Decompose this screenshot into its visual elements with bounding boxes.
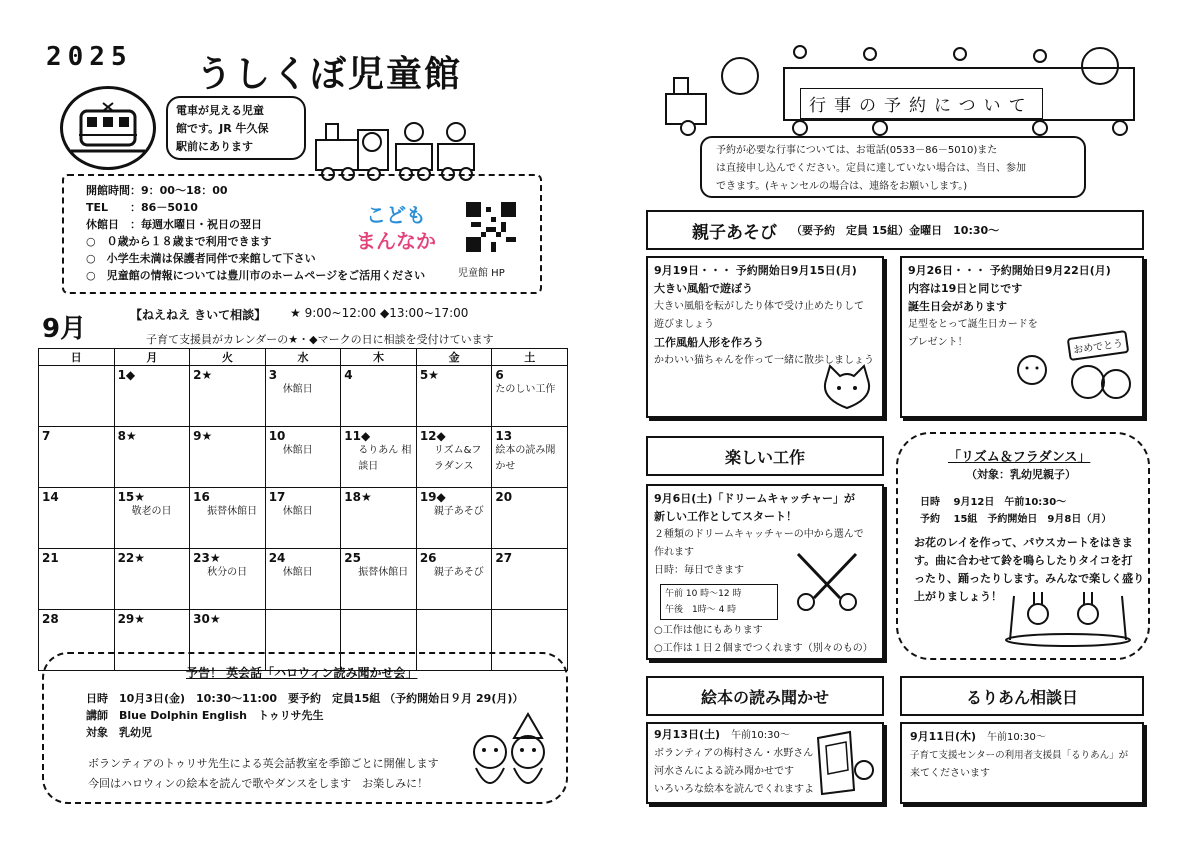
bubble-line: 駅前にあります — [176, 140, 253, 153]
reservation-text: できます。(キャンセルの場合は、連絡をお願いします。) — [716, 181, 968, 192]
day-event: 振替休館日 — [207, 506, 258, 517]
calendar-day — [416, 366, 492, 427]
day-number: 13 — [495, 429, 513, 443]
calendar-day — [114, 488, 190, 549]
reservation-box — [700, 136, 1086, 198]
cat-balloon-icon — [818, 362, 876, 414]
oyako-right-head: 9月26日・・・ 予約開始日9月22日(月) — [908, 264, 1111, 277]
ehon-text: ボランティアの梅村さん・水野さん — [654, 748, 814, 759]
calendar-day — [341, 427, 417, 488]
notice-target: 対象 乳幼児 — [86, 726, 152, 739]
day-number: 8★ — [117, 429, 137, 443]
ehon-box — [646, 722, 884, 804]
kodomo-mannaka-logo — [356, 202, 436, 254]
ehon-time: 午前10:30～ — [731, 730, 790, 741]
weekday-header: 水 — [265, 349, 341, 366]
calendar-day — [265, 488, 341, 549]
oyako-a-text: 大きい風船を転がしたり体で受け止めたりして — [654, 301, 864, 312]
day-number: 23★ — [193, 551, 221, 565]
oyako-right-line: 足型をとって誕生日カードを — [908, 319, 1038, 330]
day-number: 12◆ — [419, 429, 446, 443]
qr-caption: 児童館 HP — [458, 268, 505, 279]
calendar-week — [39, 488, 568, 549]
notice-teacher: 講師 Blue Dolphin English トゥリサ先生 — [86, 709, 324, 722]
calendar-day — [265, 427, 341, 488]
day-number: 16 — [193, 490, 210, 504]
kousaku-text: ２種類のドリームキャッチャーの中から選んで — [654, 529, 864, 540]
calendar-day — [39, 488, 115, 549]
calendar-day — [39, 427, 115, 488]
ruri-title-bar — [900, 676, 1144, 716]
day-number: 19◆ — [419, 490, 446, 504]
calendar-day — [416, 488, 492, 549]
kousaku-head: 新しい工作としてスタート！ — [654, 510, 797, 523]
ehon-text: 河水さんによる読み聞かせです — [654, 766, 794, 777]
oyako-title-bar — [646, 210, 1144, 250]
day-event: たのしい工作 — [495, 384, 556, 395]
calendar-day — [190, 549, 266, 610]
reservation-text: は直接申し込んでください。定員に達していない場合は、当日、参加 — [716, 163, 1026, 174]
calendar-table — [38, 348, 568, 671]
notice-line: 今回はハロウィンの絵本を読んで歌やダンスをします お楽しみに！ — [88, 777, 429, 790]
note-line: ○ ０歳から１８歳まで利用できます — [86, 235, 272, 248]
reservation-text: 予約が必要な行事については、お電話(0533－86－5010)また — [716, 145, 998, 156]
day-number: 4 — [344, 368, 353, 382]
picture-book-icon — [814, 730, 878, 796]
day-number: 15★ — [117, 490, 146, 504]
rhythm-title: 「リズム＆フラダンス」 — [948, 450, 1091, 465]
day-event: 休館日 — [282, 567, 313, 578]
day-number: 25 — [344, 551, 361, 565]
scissors-icon — [784, 548, 874, 614]
calendar-day — [39, 549, 115, 610]
weekday-header: 日 — [39, 349, 115, 366]
day-number: 26 — [419, 551, 437, 565]
halloween-kids-icon — [462, 712, 558, 800]
train-logo-icon — [60, 86, 156, 170]
rhythm-text: ったり、踊ったりします。みんなで楽しく盛り — [914, 572, 1145, 585]
ruri-time: 午前10:30～ — [987, 732, 1046, 743]
day-event: 休館日 — [282, 384, 313, 395]
kousaku-am: 午前 10 時～12 時 — [665, 589, 742, 599]
oyako-title: 親子あそび — [692, 222, 777, 243]
day-event: るりあん 相談日 — [358, 445, 412, 472]
weekday-header: 月 — [114, 349, 190, 366]
calendar-week — [39, 366, 568, 427]
oyako-b-title: 工作風船人形を作ろう — [654, 336, 764, 349]
oyako-b-text: かわいい猫ちゃんを作って一緒に散歩しましょう — [654, 355, 874, 366]
rhythm-text: 上がりましょう！ — [914, 590, 1002, 603]
oyako-left-box — [646, 256, 884, 418]
day-number: 29★ — [117, 612, 146, 626]
day-number: 24 — [268, 551, 286, 565]
ehon-head: 9月13日(土) — [654, 728, 721, 741]
oyako-sub: （要予約 定員 15組）金曜日 10:30～ — [791, 224, 1000, 237]
day-event: 休館日 — [282, 506, 313, 517]
logo-line: こども — [366, 203, 426, 227]
kousaku-box — [646, 484, 884, 660]
day-number: 11◆ — [344, 429, 371, 443]
birthday-kids-icon — [1010, 346, 1134, 412]
rhythm-text: す。曲に合わせて鈴を鳴らしたりタイコを打 — [914, 554, 1133, 567]
day-number: 6 — [495, 368, 504, 382]
note-line: ○ 小学生未満は保護者同伴で来館して下さい — [86, 252, 316, 265]
day-number: 3 — [268, 368, 278, 382]
kousaku-text: 作れます — [654, 547, 694, 558]
oyako-a-text: 遊びましょう — [654, 319, 714, 330]
kousaku-head: 9月6日(土)「ドリームキャッチャー」が — [654, 492, 856, 505]
ruri-text: 子育て支援センターの利用者支援員「るりあん」が — [910, 750, 1129, 761]
calendar-day — [190, 427, 266, 488]
calendar-month: 9月 — [42, 314, 87, 344]
day-number: 28 — [42, 612, 59, 626]
ehon-title: 絵本の読み聞かせ — [700, 687, 829, 707]
calendar-day — [492, 366, 568, 427]
day-event: 親子あそび — [433, 506, 484, 517]
day-event: リズム&フラダンス — [433, 445, 482, 472]
calendar-day — [341, 488, 417, 549]
notice-title: 予告！ 英会話「ハロウィン読み聞かせ会」 — [186, 666, 418, 680]
day-event: 敬老の日 — [131, 506, 172, 517]
day-event: 親子あそび — [433, 567, 484, 578]
day-number: 30★ — [193, 612, 221, 626]
calendar-day — [190, 366, 266, 427]
omedetou-sign: おめでとう — [1067, 330, 1130, 361]
calendar-day — [190, 488, 266, 549]
rhythm-target: （対象：乳幼児親子） — [966, 468, 1076, 481]
reservation-title: 行事の予約について — [800, 88, 1043, 119]
hula-bunnies-icon — [1002, 586, 1134, 648]
weekday-header: 土 — [492, 349, 568, 366]
day-number: 5★ — [419, 368, 439, 382]
day-number: 27 — [495, 551, 513, 565]
kousaku-title: 楽しい工作 — [724, 447, 805, 467]
calendar-day — [265, 366, 341, 427]
kousaku-pm: 午後 1時～ 4 時 — [665, 605, 737, 615]
ruri-head: 9月11日(木) — [910, 730, 977, 743]
speech-bubble — [166, 96, 306, 160]
calendar-week — [39, 427, 568, 488]
ehon-text: いろいろな絵本を読んでくれますよ — [654, 784, 814, 795]
day-number: 1◆ — [117, 368, 136, 382]
day-number: 14 — [42, 490, 59, 504]
day-number: 21 — [42, 551, 59, 565]
oyako-right-line: 誕生日会があります — [908, 300, 1007, 313]
consult-times: ★ 9:00~12:00 ◆13:00~17:00 — [290, 306, 469, 320]
note-line: ○ 児童館の情報については豊川市のホームページをご活用ください — [86, 269, 426, 282]
oyako-right-line: 内容は19日と同じです — [908, 282, 1023, 295]
day-event: 秋分の日 — [207, 567, 248, 578]
notice-line: ボランティアのトゥリサ先生による英会話教室を季節ごとに開催します — [88, 757, 439, 770]
bubble-line: 館です。JR 牛久保 — [176, 122, 269, 135]
calendar-day — [416, 549, 492, 610]
day-number: 17 — [268, 490, 286, 504]
logo-line: まんなか — [356, 229, 436, 253]
weekday-header: 木 — [341, 349, 417, 366]
consult-note: 子育て支援員がカレンダーの★・◆マークの日に相談を受付けています — [146, 333, 494, 346]
day-number: 9★ — [193, 429, 213, 443]
calendar-day — [114, 366, 190, 427]
calendar-day — [492, 488, 568, 549]
calendar-day — [114, 549, 190, 610]
kousaku-time-box — [660, 584, 778, 620]
day-number: 18★ — [344, 490, 372, 504]
consult-title: 【ねえねえ きいて相談】 — [130, 308, 267, 322]
train-illustration-icon — [312, 110, 482, 184]
bubble-line: 電車が見える児童 — [176, 104, 264, 117]
oyako-left-head: 9月19日・・・ 予約開始日9月15日(月) — [654, 264, 857, 277]
day-event: 振替休館日 — [358, 567, 409, 578]
kousaku-note: ○工作は１日２個までつくれます（別々のもの） — [654, 643, 873, 654]
rhythm-text: お花のレイを作って、パウスカートをはきま — [914, 536, 1133, 549]
day-number: 7 — [42, 429, 51, 443]
day-number: 22★ — [117, 551, 146, 565]
ruri-box — [900, 722, 1144, 804]
oyako-a-title: 大きい風船で遊ぼう — [654, 282, 753, 295]
calendar-day — [265, 549, 341, 610]
calendar-day — [492, 427, 568, 488]
day-number: 10 — [268, 429, 286, 443]
calendar-day — [114, 427, 190, 488]
page-title: うしくぼ児童館 — [196, 54, 463, 95]
oyako-right-box — [900, 256, 1144, 418]
kousaku-text: 日時：毎日できます — [654, 565, 744, 576]
calendar-week — [39, 549, 568, 610]
weekday-header: 金 — [416, 349, 492, 366]
calendar-day — [341, 366, 417, 427]
kousaku-title-bar — [646, 436, 884, 476]
telephone: TEL ：86－5010 — [86, 201, 198, 214]
calendar-day — [39, 366, 115, 427]
rhythm-date: 日時 9月12日 午前10:30～ — [920, 497, 1067, 508]
qr-code-icon — [466, 202, 516, 252]
year: 2025 — [46, 42, 133, 72]
ruri-text: 来てくださいます — [910, 768, 990, 779]
oyako-right-line: プレゼント！ — [908, 337, 968, 348]
notice-date: 日時 10月3日(金) 10:30～11:00 要予約 定員15組 （予約開始日９月 29(月)） — [86, 692, 524, 705]
calendar-day — [416, 427, 492, 488]
day-number: 20 — [495, 490, 513, 504]
ruri-title: るりあん相談日 — [965, 687, 1078, 707]
weekday-header: 火 — [190, 349, 266, 366]
rhythm-reserve: 予約 15組 予約開始日 9月8日（月） — [920, 514, 1112, 525]
day-number: 2★ — [193, 368, 213, 382]
calendar-day — [341, 549, 417, 610]
calendar-day — [492, 549, 568, 610]
day-event: 休館日 — [282, 445, 313, 456]
closed-days: 休館日 ：毎週水曜日・祝日の翌日 — [86, 218, 262, 231]
opening-hours: 開館時間：9：00～18：00 — [86, 184, 228, 197]
kousaku-note: ○工作は他にもあります — [654, 625, 763, 636]
day-event: 絵本の読み聞かせ — [495, 445, 556, 472]
ehon-title-bar — [646, 676, 884, 716]
